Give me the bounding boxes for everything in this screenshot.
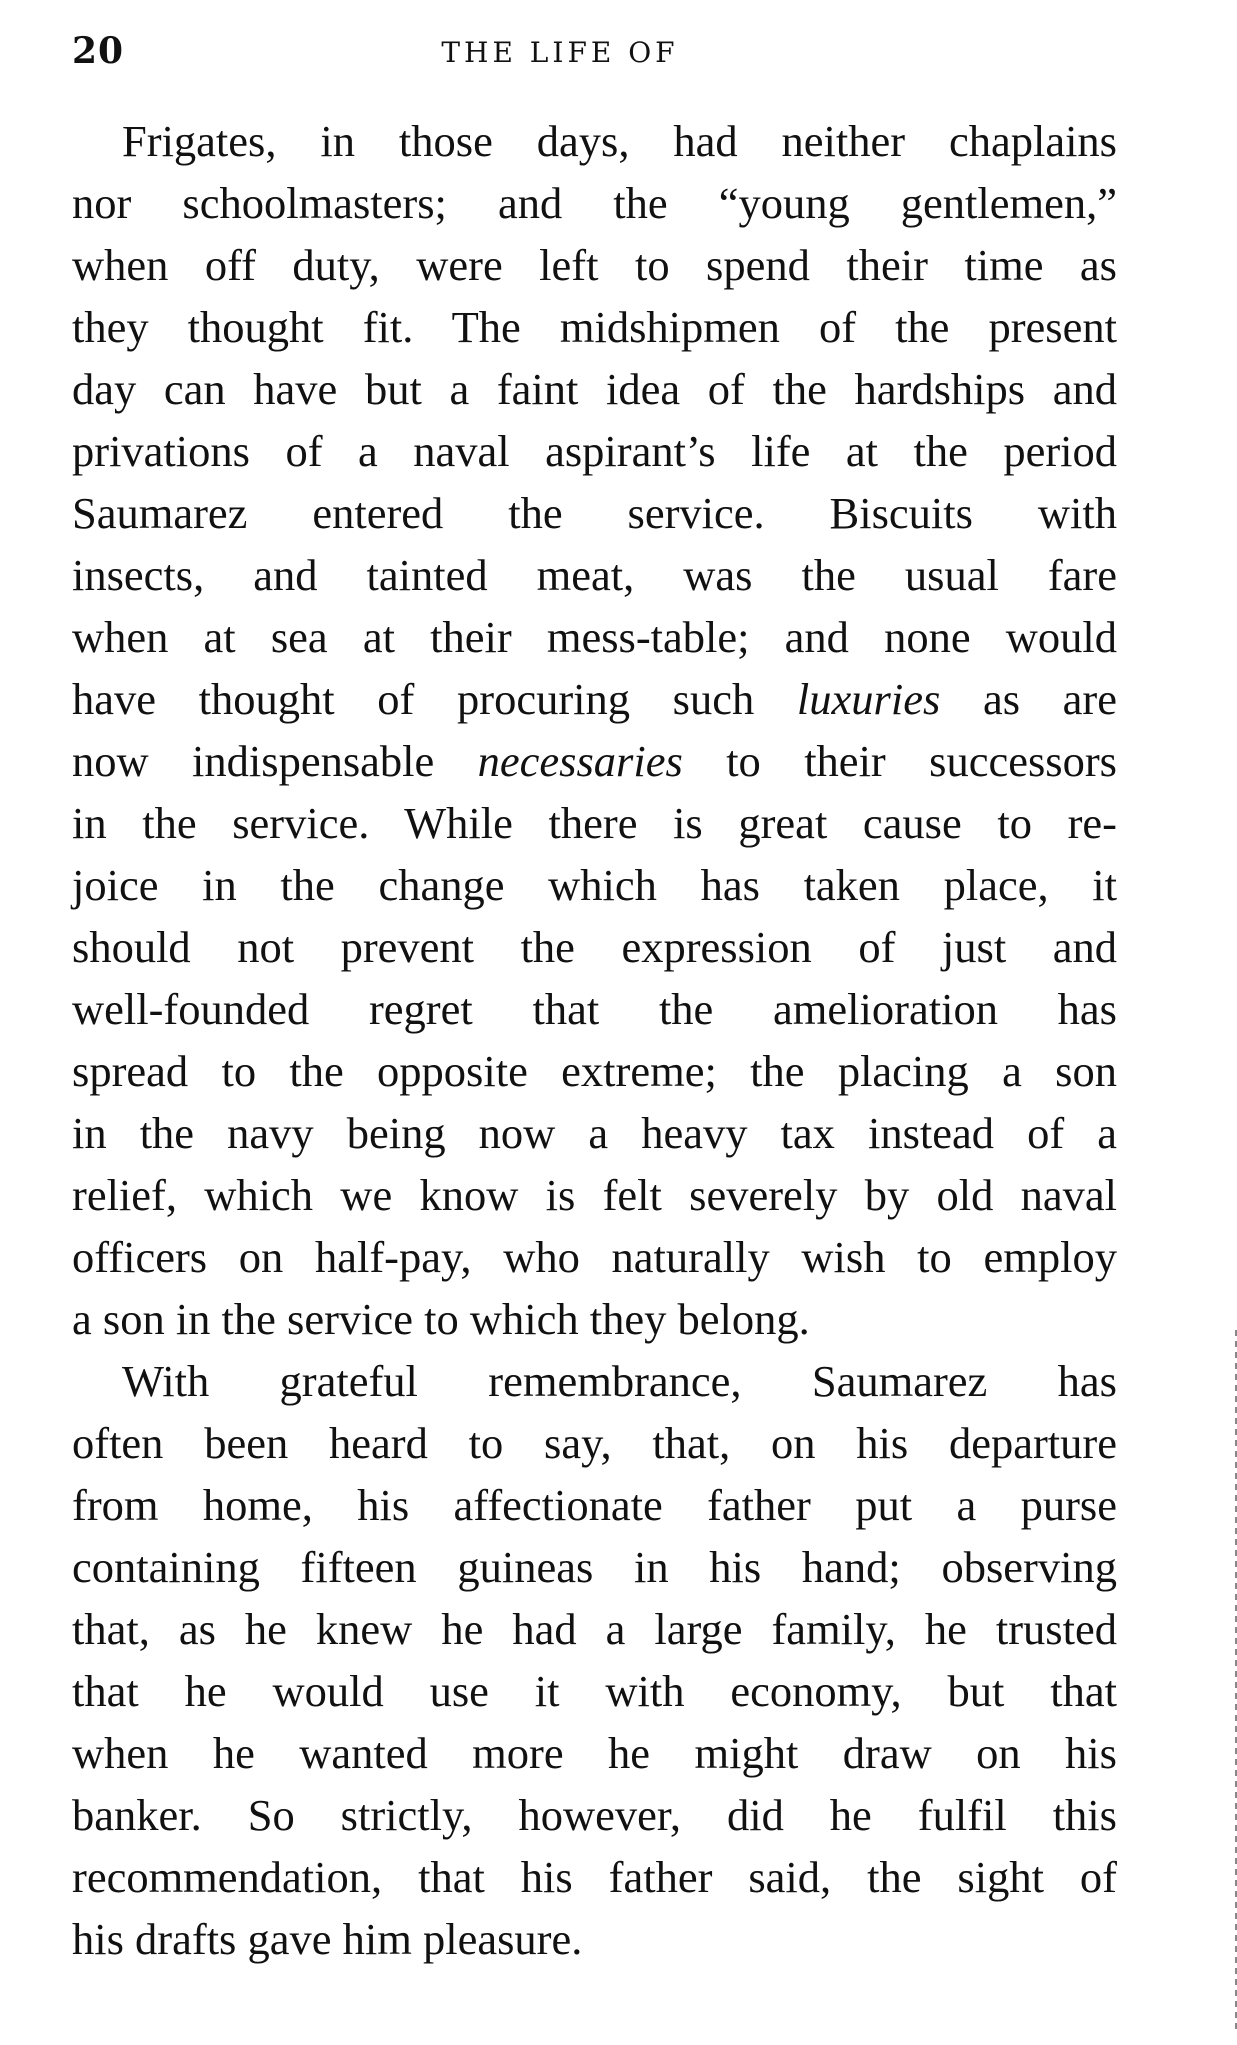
- italic-word: necessaries: [477, 736, 683, 786]
- text-line: day can have but a faint idea of the hardships and: [72, 364, 1117, 414]
- text-line: they thought fit. The midshipmen of the present: [72, 302, 1117, 352]
- body-text: [72, 110, 1117, 1970]
- text-line-italic-luxuries: [72, 668, 1117, 730]
- paragraph-2: [72, 1350, 1117, 1970]
- text-line: when he wanted more he might draw on his: [72, 1728, 1117, 1778]
- text-line: well-founded regret that the amelioration has: [72, 984, 1117, 1034]
- text-run: to their successors: [682, 736, 1117, 786]
- text-line: should not prevent the expression of just and: [72, 922, 1117, 972]
- text-run: as are: [940, 674, 1118, 724]
- text-line: containing fifteen guineas in his hand; observing: [72, 1542, 1117, 1592]
- text-line: recommendation, that his father said, the sight of: [72, 1852, 1117, 1902]
- text-line: a son in the service to which they belong.: [72, 1294, 810, 1344]
- page-number: 20: [72, 30, 125, 72]
- text-line: in the service. While there is great cause to re-: [72, 798, 1117, 848]
- text-line: nor schoolmasters; and the “young gentlemen,”: [72, 178, 1117, 228]
- text-line: joice in the change which has taken place, it: [72, 860, 1117, 910]
- text-line: spread to the opposite extreme; the placing a son: [72, 1046, 1117, 1096]
- text-line-italic-necessaries: [72, 730, 1117, 792]
- text-line: his drafts gave him pleasure.: [72, 1914, 583, 1964]
- text-line: in the navy being now a heavy tax instead of a: [72, 1108, 1117, 1158]
- text-line: privations of a naval aspirant’s life at the period: [72, 426, 1117, 476]
- italic-word: luxuries: [796, 674, 941, 724]
- text-line: relief, which we know is felt severely by old naval: [72, 1170, 1117, 1220]
- text-line: officers on half-pay, who naturally wish to employ: [72, 1232, 1117, 1282]
- text-line: from home, his affectionate father put a purse: [72, 1480, 1117, 1530]
- text-run: now indispensable: [72, 736, 478, 786]
- text-line: when at sea at their mess-table; and none would: [72, 612, 1117, 662]
- text-line: that he would use it with economy, but that: [72, 1666, 1117, 1716]
- text-line: banker. So strictly, however, did he fulfil this: [72, 1790, 1117, 1840]
- text-line: Frigates, in those days, had neither chaplains: [122, 116, 1117, 166]
- text-line: With grateful remembrance, Saumarez has: [122, 1356, 1117, 1406]
- text-line: Saumarez entered the service. Biscuits with: [72, 488, 1117, 538]
- text-line: that, as he knew he had a large family, he trusted: [72, 1604, 1117, 1654]
- paragraph-1: [72, 110, 1117, 1350]
- text-line: insects, and tainted meat, was the usual fare: [72, 550, 1117, 600]
- text-line: when off duty, were left to spend their time as: [72, 240, 1117, 290]
- text-run: have thought of procuring such: [72, 674, 797, 724]
- text-line: often been heard to say, that, on his departure: [72, 1418, 1117, 1468]
- running-title: THE LIFE OF: [441, 36, 679, 69]
